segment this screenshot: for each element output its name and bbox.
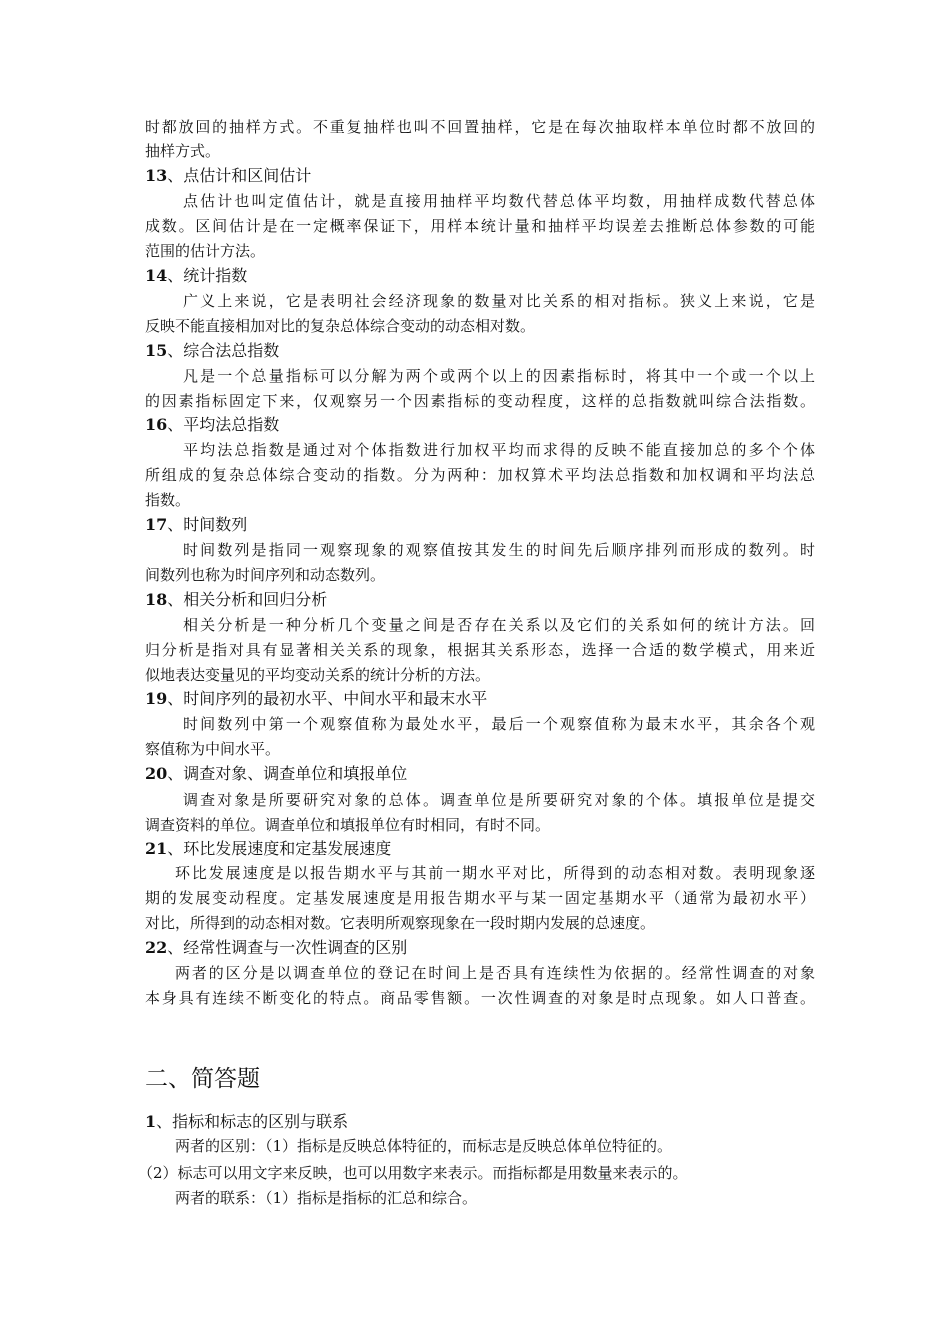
item-title: 、统计指数 xyxy=(167,266,248,285)
item-16-line-3: 指数。 xyxy=(145,491,191,509)
item-number: 16 xyxy=(145,415,168,434)
item-13-line-2: 成数。区间估计是在一定概率保证下，用样本统计量和抽样平均误差去推断总体参数的可能 xyxy=(145,217,815,235)
item-15-line-1: 凡是一个总量指标可以分解为两个或两个以上的因素指标时，将其中一个或一个以上 xyxy=(183,367,815,385)
item-19-line-2: 察值称为中间水平。 xyxy=(145,740,281,758)
item-title: 、点估计和区间估计 xyxy=(167,166,312,185)
s2-item-1-heading xyxy=(145,1110,348,1134)
item-16-heading xyxy=(145,413,279,437)
s2-item-1-line-3: 两者的联系：（1）指标是指标的汇总和综合。 xyxy=(175,1189,478,1207)
item-title: 、综合法总指数 xyxy=(167,341,280,360)
item-16-line-1: 平均法总指数是通过对个体指数进行加权平均而求得的反映不能直接加总的多个个体 xyxy=(183,441,815,459)
item-20-line-1: 调查对象是所要研究对象的总体。调查单位是所要研究对象的个体。填报单位是提交 xyxy=(183,791,815,809)
item-13-line-1: 点估计也叫定值估计，就是直接用抽样平均数代替总体平均数，用抽样成数代替总体 xyxy=(183,192,815,210)
intro-line-1: 时都放回的抽样方式。不重复抽样也叫不回置抽样，它是在每次抽取样本单位时都不放回的 xyxy=(145,118,815,136)
item-title: 、时间数列 xyxy=(167,515,248,534)
item-22-line-2: 本身具有连续不断变化的特点。商品零售额。一次性调查的对象是时点现象。如人口普查。 xyxy=(145,989,815,1007)
item-17-line-1: 时间数列是指同一观察现象的观察值按其发生的时间先后顺序排列而形成的数列。时 xyxy=(183,541,815,559)
item-title: 、时间序列的最初水平、中间水平和最末水平 xyxy=(167,689,488,708)
item-14-line-1: 广义上来说，它是表明社会经济现象的数量对比关系的相对指标。狭义上来说，它是 xyxy=(183,292,815,310)
item-21-line-1: 环比发展速度是以报告期水平与其前一期水平对比，所得到的动态相对数。表明现象逐 xyxy=(175,864,815,882)
item-title: 、经常性调查与一次性调查的区别 xyxy=(167,938,408,957)
item-14-line-2: 反映不能直接相加对比的复杂总体综合变动的动态相对数。 xyxy=(145,317,536,335)
item-18-line-3: 似地表达变量见的平均变动关系的统计分析的方法。 xyxy=(145,666,491,684)
s2-item-1-line-2: （2）标志可以用文字来反映，也可以用数字来表示。而指标都是用数量来表示的。 xyxy=(138,1164,688,1182)
item-17-line-2: 间数列也称为时间序列和动态数列。 xyxy=(145,566,386,584)
item-19-heading xyxy=(145,687,487,711)
item-number: 21 xyxy=(145,839,168,858)
item-title: 、调查对象、调查单位和填报单位 xyxy=(167,764,408,783)
item-number: 14 xyxy=(145,266,168,285)
item-15-heading xyxy=(145,339,279,363)
item-title: 、指标和标志的区别与联系 xyxy=(156,1112,349,1131)
item-number: 13 xyxy=(145,166,168,185)
item-number: 20 xyxy=(145,764,168,783)
item-20-line-2: 调查资料的单位。调查单位和填报单位有时相同，有时不同。 xyxy=(145,816,551,834)
item-21-line-3: 对比，所得到的动态相对数。它表明所观察现象在一段时期内发展的总速度。 xyxy=(145,914,656,932)
item-18-line-1: 相关分析是一种分析几个变量之间是否存在关系以及它们的关系如何的统计方法。回 xyxy=(183,616,815,634)
item-number: 22 xyxy=(145,938,168,957)
item-18-line-2: 归分析是指对具有显著相关关系的现象，根据其关系形态，选择一合适的数学模式，用来近 xyxy=(145,641,815,659)
s2-item-1-line-1: 两者的区别：（1）指标是反映总体特征的，而标志是反映总体单位特征的。 xyxy=(175,1137,673,1155)
item-number: 18 xyxy=(145,590,168,609)
item-14-heading xyxy=(145,264,247,288)
item-21-line-2: 期的发展变动程度。定基发展速度是用报告期水平与某一固定基期水平（通常为最初水平） xyxy=(145,889,815,907)
item-22-line-1: 两者的区分是以调查单位的登记在时间上是否具有连续性为依据的。经常性调查的对象 xyxy=(175,964,815,982)
item-title: 、平均法总指数 xyxy=(167,415,280,434)
item-13-line-3: 范围的估计方法。 xyxy=(145,242,266,260)
item-17-heading xyxy=(145,513,247,537)
item-13-heading xyxy=(145,164,311,188)
item-16-line-2: 所组成的复杂总体综合变动的指数。分为两种：加权算术平均法总指数和加权调和平均法总 xyxy=(145,466,815,484)
item-22-heading xyxy=(145,936,407,960)
item-number: 15 xyxy=(145,341,168,360)
item-number: 1 xyxy=(145,1112,157,1131)
item-title: 、相关分析和回归分析 xyxy=(167,590,328,609)
item-15-line-2: 的因素指标固定下来，仅观察另一个因素指标的变动程度，这样的总指数就叫综合法指数。 xyxy=(145,392,815,410)
intro-line-2: 抽样方式。 xyxy=(145,142,221,160)
section-title: 二、简答题 xyxy=(145,1066,260,1092)
item-18-heading xyxy=(145,588,327,612)
item-19-line-1: 时间数列中第一个观察值称为最处水平，最后一个观察值称为最末水平，其余各个观 xyxy=(183,715,815,733)
item-21-heading xyxy=(145,837,391,861)
item-number: 19 xyxy=(145,689,168,708)
item-title: 、环比发展速度和定基发展速度 xyxy=(167,839,392,858)
item-number: 17 xyxy=(145,515,168,534)
item-20-heading xyxy=(145,762,407,786)
